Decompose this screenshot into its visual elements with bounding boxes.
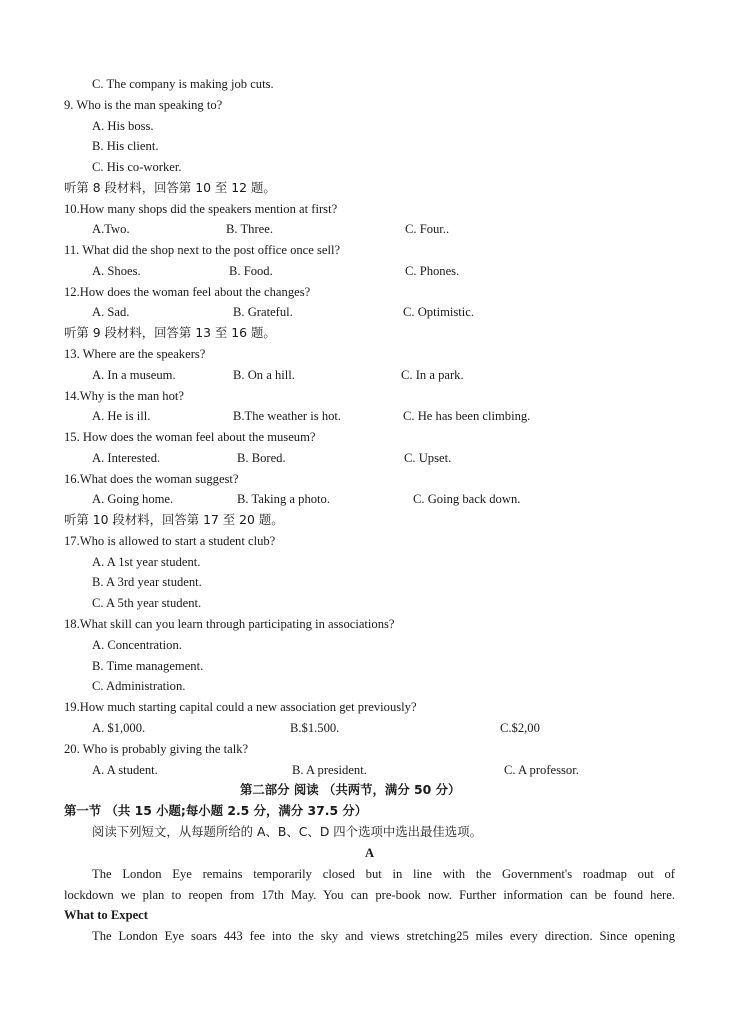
q15-option-a: A. Interested. <box>92 451 161 465</box>
q10-option-c: C. Four.. <box>405 222 450 236</box>
q12-option-c: C. Optimistic. <box>403 305 475 319</box>
q15-option-b: B. Bored. <box>237 451 286 465</box>
q10-option-a: A.Two. <box>92 222 130 236</box>
q9-option-b: B. His client. <box>92 139 159 153</box>
q8-option-c: C. The company is making job cuts. <box>92 77 274 91</box>
q12-option-b: B. Grateful. <box>233 305 293 319</box>
section-8-heading: 听第 8 段材料，回答第 10 至 12 题。 <box>64 180 276 195</box>
reading-instructions: 阅读下列短文，从每题所给的 A、B、C、D 四个选项中选出最佳选项。 <box>92 824 482 839</box>
question-13: 13. Where are the speakers? <box>64 347 206 361</box>
q13-option-c: C. In a park. <box>401 368 464 382</box>
q20-options <box>0 760 737 780</box>
q16-options <box>0 489 737 509</box>
q11-option-c: C. Phones. <box>405 264 460 278</box>
passage-a-title: A <box>364 846 375 860</box>
q18-option-b: B. Time management. <box>92 659 204 673</box>
q17-option-c: C. A 5th year student. <box>92 596 202 610</box>
question-17: 17.Who is allowed to start a student club? <box>64 534 276 548</box>
passage-a-line-2: lockdown we plan to reopen from 17th May. You can pre-book now. Further information can be found here. <box>64 888 675 902</box>
q10-option-b: B. Three. <box>226 222 273 236</box>
q13-option-b: B. On a hill. <box>233 368 295 382</box>
question-18: 18.What skill can you learn through participating in associations? <box>64 617 395 631</box>
q10-options <box>0 219 737 239</box>
q11-option-b: B. Food. <box>229 264 273 278</box>
what-to-expect-heading: What to Expect <box>64 908 148 922</box>
q14-option-c: C. He has been climbing. <box>403 409 531 423</box>
q13-options <box>0 365 737 385</box>
q13-option-a: A. In a museum. <box>92 368 176 382</box>
q19-option-c: C.$2,00 <box>500 721 540 735</box>
q16-option-c: C. Going back down. <box>413 492 521 506</box>
q18-option-c: C. Administration. <box>92 679 186 693</box>
passage-a-line-3: The London Eye soars 443 fee into the sky and views stretching25 miles every direction. Since opening <box>92 929 675 943</box>
section-9-heading: 听第 9 段材料，回答第 13 至 16 题。 <box>64 325 276 340</box>
q17-option-a: A. A 1st year student. <box>92 555 201 569</box>
q19-option-a: A. $1,000. <box>92 721 146 735</box>
q20-option-c: C. A professor. <box>504 763 579 777</box>
q11-option-a: A. Shoes. <box>92 264 141 278</box>
q16-option-a: A. Going home. <box>92 492 174 506</box>
q14-options <box>0 406 737 426</box>
question-10: 10.How many shops did the speakers mention at first? <box>64 202 338 216</box>
q18-option-a: A. Concentration. <box>92 638 182 652</box>
q12-option-a: A. Sad. <box>92 305 130 319</box>
q19-options <box>0 718 737 738</box>
q14-option-a: A. He is ill. <box>92 409 151 423</box>
q16-option-b: B. Taking a photo. <box>237 492 330 506</box>
q20-option-a: A. A student. <box>92 763 158 777</box>
question-16: 16.What does the woman suggest? <box>64 472 239 486</box>
q15-option-c: C. Upset. <box>404 451 452 465</box>
question-11: 11. What did the shop next to the post office once sell? <box>64 243 341 257</box>
section-1-heading: 第一节 （共 15 小题;每小题 2.5 分，满分 37.5 分） <box>64 803 368 818</box>
q20-option-b: B. A president. <box>292 763 367 777</box>
question-19: 19.How much starting capital could a new association get previously? <box>64 700 417 714</box>
passage-a-line-1: The London Eye remains temporarily closed but in line with the Government's roadmap out of <box>92 867 675 881</box>
part-2-heading: 第二部分 阅读 （共两节，满分 50 分） <box>240 782 461 797</box>
question-15: 15. How does the woman feel about the museum? <box>64 430 316 444</box>
q11-options <box>0 261 737 281</box>
q9-option-a: A. His boss. <box>92 119 154 133</box>
question-12: 12.How does the woman feel about the changes? <box>64 285 311 299</box>
q14-option-b: B.The weather is hot. <box>233 409 342 423</box>
question-9: 9. Who is the man speaking to? <box>64 98 223 112</box>
section-10-heading: 听第 10 段材料，回答第 17 至 20 题。 <box>64 512 284 527</box>
q12-options <box>0 302 737 322</box>
q17-option-b: B. A 3rd year student. <box>92 575 202 589</box>
q9-option-c: C. His co-worker. <box>92 160 182 174</box>
q15-options <box>0 448 737 468</box>
q19-option-b: B.$1.500. <box>290 721 340 735</box>
question-20: 20. Who is probably giving the talk? <box>64 742 249 756</box>
question-14: 14.Why is the man hot? <box>64 389 184 403</box>
